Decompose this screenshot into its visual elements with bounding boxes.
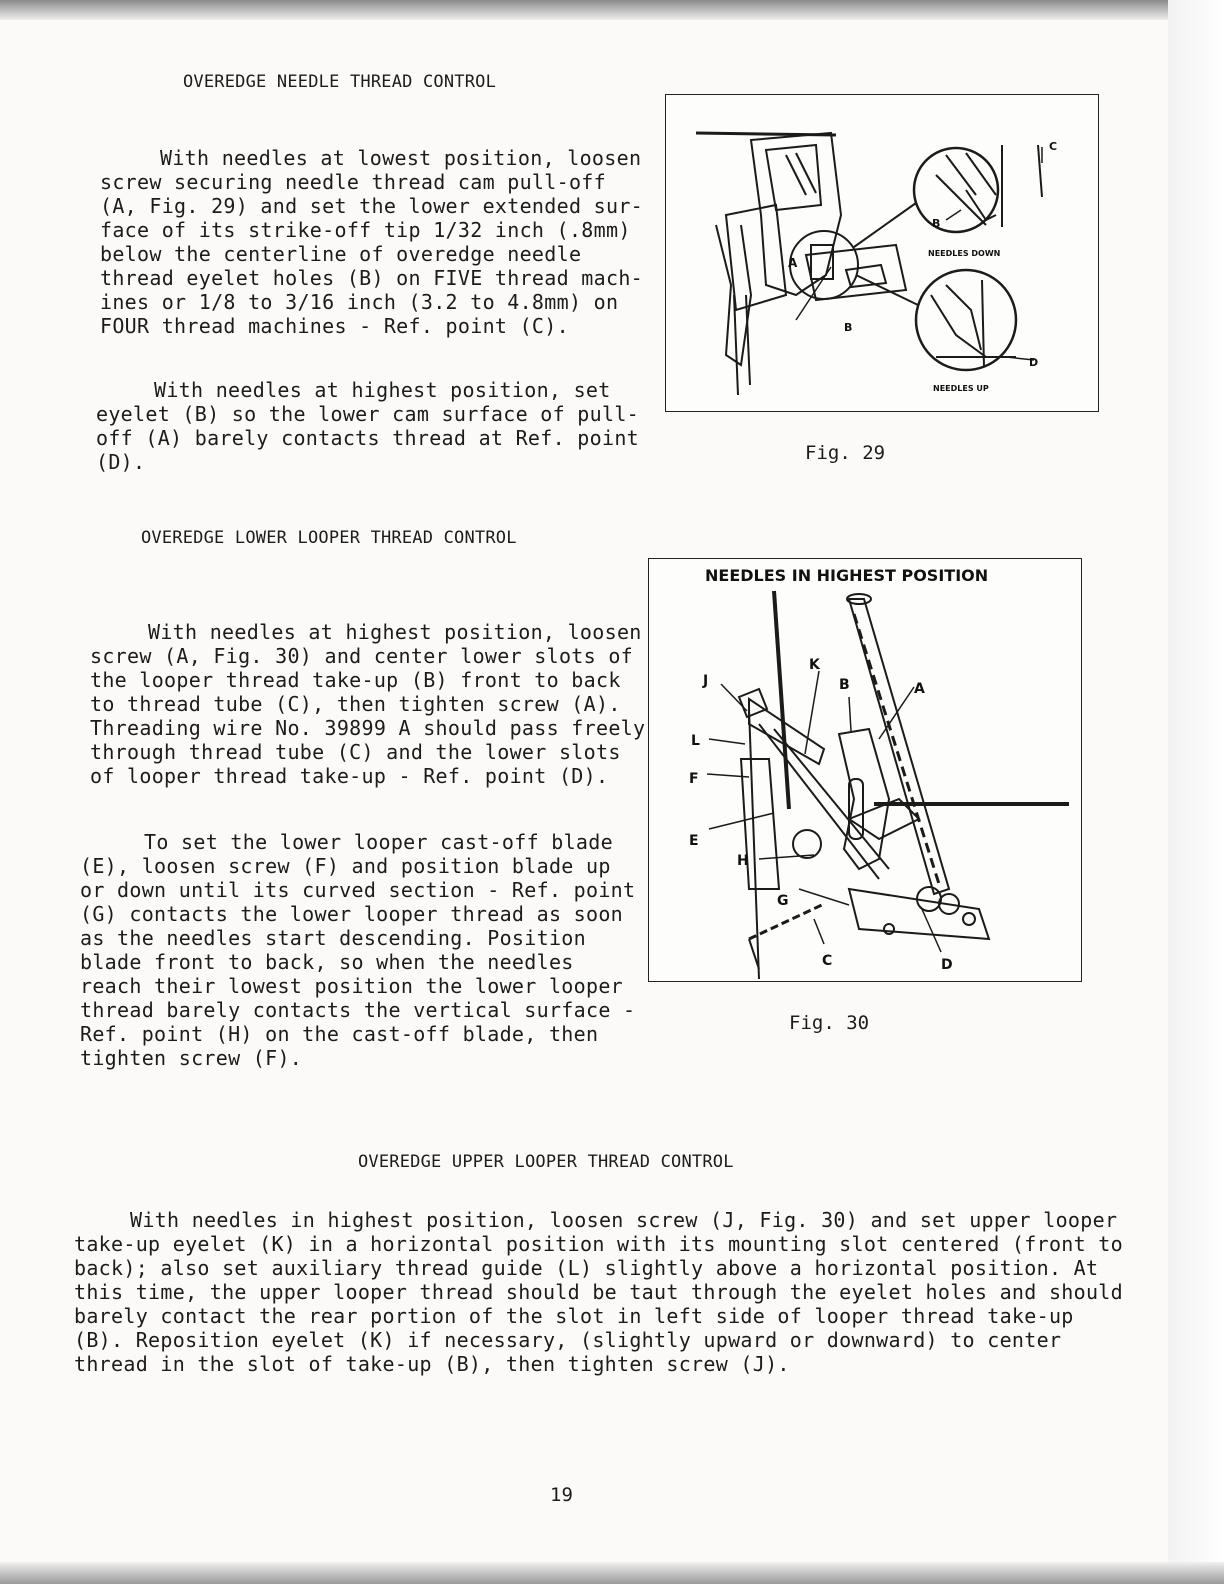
text-line: take-up eyelet (K) in a horizontal position with its mounting slot centered (front to — [74, 1232, 1123, 1256]
text-line: face of its strike-off tip 1/32 inch (.8mm) — [100, 218, 631, 242]
lower-looper-paragraph-2 — [80, 830, 635, 1070]
text-line: (D). — [96, 450, 146, 474]
text-line: back); also set auxiliary thread guide (L) slightly above a horizontal position. At — [74, 1256, 1099, 1280]
page-number: 19 — [550, 1484, 573, 1506]
heading-lower-looper-thread-control: OVEREDGE LOWER LOOPER THREAD CONTROL — [141, 528, 517, 548]
fig30-label-c: C — [822, 953, 833, 969]
text-line: eyelet (B) so the lower cam surface of pull- — [96, 402, 640, 426]
fig29-label-a: A — [788, 256, 798, 270]
fig30-label-d: D — [941, 957, 953, 973]
lower-looper-paragraph-1 — [90, 620, 645, 788]
text-line: barely contact the rear portion of the slot in left side of looper thread take-up — [74, 1304, 1074, 1328]
text-line: off (A) barely contacts thread at Ref. point — [96, 426, 640, 450]
text-line: of looper thread take-up - Ref. point (D). — [90, 764, 609, 788]
fig30-label-k: K — [809, 657, 820, 673]
fig29-label-d: D — [1029, 356, 1039, 369]
needle-paragraph-2 — [96, 378, 639, 474]
text-line: or down until its curved section - Ref. point — [80, 878, 636, 902]
text-line: blade front to back, so when the needles — [80, 950, 574, 974]
figure-30-illustration — [649, 559, 1081, 981]
text-line: (E), loosen screw (F) and position blade up — [80, 854, 611, 878]
scan-right-edge — [1168, 0, 1224, 1584]
figure-30 — [648, 558, 1082, 982]
text-line: With needles at highest position, set — [154, 378, 611, 402]
text-line: Threading wire No. 39899 A should pass freely — [90, 716, 646, 740]
figure-30-caption: Fig. 30 — [789, 1012, 870, 1034]
text-line: this time, the upper looper thread should be taut through the eyelet holes and should — [74, 1280, 1123, 1304]
fig30-label-a: A — [914, 681, 925, 697]
text-line: as the needles start descending. Position — [80, 926, 586, 950]
fig30-title: NEEDLES IN HIGHEST POSITION — [705, 566, 989, 585]
text-line: With needles at highest position, loosen — [148, 620, 642, 644]
figure-29-illustration — [666, 95, 1098, 411]
text-line: screw securing needle thread cam pull-off — [100, 170, 606, 194]
text-line: ines or 1/8 to 3/16 inch (3.2 to 4.8mm) on — [100, 290, 619, 314]
fig30-label-l: L — [691, 733, 700, 749]
fig30-label-f: F — [689, 771, 699, 787]
text-line: With needles in highest position, loosen screw (J, Fig. 30) and set upper looper — [130, 1208, 1118, 1232]
text-line: (B). Reposition eyelet (K) if necessary, (slightly upward or downward) to center — [74, 1328, 1062, 1352]
fig29-label-b-main: B — [844, 321, 853, 334]
needle-paragraph-1 — [100, 146, 643, 338]
fig30-label-j: J — [703, 673, 709, 689]
fig30-label-h: H — [737, 853, 749, 869]
fig29-label-c: C — [1049, 140, 1058, 153]
text-line: To set the lower looper cast-off blade — [144, 830, 613, 854]
text-line: reach their lowest position the lower looper — [80, 974, 624, 998]
fig29-needles-up-label: NEEDLES UP — [933, 384, 989, 393]
text-line: thread eyelet holes (B) on FIVE thread mach- — [100, 266, 644, 290]
fig30-label-g: G — [777, 893, 789, 909]
text-line: the looper thread take-up (B) front to back — [90, 668, 621, 692]
text-line: through thread tube (C) and the lower slots — [90, 740, 621, 764]
text-line: (G) contacts the lower looper thread as soon — [80, 902, 624, 926]
scan-bottom-edge — [0, 1562, 1224, 1584]
fig30-label-b: B — [839, 677, 850, 693]
text-line: FOUR thread machines - Ref. point (C). — [100, 314, 569, 338]
upper-looper-paragraph — [74, 1208, 1123, 1376]
figure-29 — [665, 94, 1099, 412]
text-line: below the centerline of overedge needle — [100, 242, 582, 266]
text-line: thread barely contacts the vertical surface - — [80, 998, 636, 1022]
text-line: With needles at lowest position, loosen — [160, 146, 642, 170]
text-line: to thread tube (C), then tighten screw (A). — [90, 692, 621, 716]
heading-upper-looper-thread-control: OVEREDGE UPPER LOOPER THREAD CONTROL — [358, 1152, 734, 1172]
scan-top-edge — [0, 0, 1168, 20]
text-line: Ref. point (H) on the cast-off blade, then — [80, 1022, 599, 1046]
fig29-label-b-detail: B — [932, 217, 941, 230]
fig29-needles-down-label: NEEDLES DOWN — [928, 249, 1001, 258]
figure-29-caption: Fig. 29 — [805, 442, 886, 464]
text-line: thread in the slot of take-up (B), then tighten screw (J). — [74, 1352, 790, 1376]
text-line: (A, Fig. 29) and set the lower extended sur- — [100, 194, 644, 218]
heading-needle-thread-control: OVEREDGE NEEDLE THREAD CONTROL — [183, 72, 497, 92]
fig30-label-e: E — [689, 833, 699, 849]
text-line: screw (A, Fig. 30) and center lower slots of — [90, 644, 634, 668]
text-line: tighten screw (F). — [80, 1046, 303, 1070]
